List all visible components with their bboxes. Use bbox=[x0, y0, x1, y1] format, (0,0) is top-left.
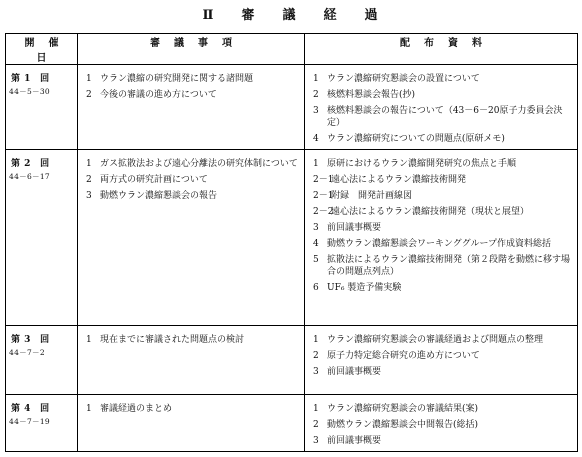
document-number: 2 bbox=[313, 351, 319, 361]
session-date: 44－5－30 bbox=[9, 87, 50, 96]
document-text: 核燃料懇談会報告(抄) bbox=[327, 90, 416, 100]
session-label: 第 4 回 bbox=[11, 404, 50, 414]
session-cell bbox=[6, 395, 78, 452]
document-text: ウラン濃縮研究懇談会の設置について bbox=[327, 74, 480, 84]
table-row bbox=[6, 150, 578, 326]
document-number: 1 bbox=[313, 159, 319, 169]
document-item bbox=[309, 73, 573, 85]
document-item bbox=[309, 238, 573, 250]
document-number: 4 bbox=[313, 239, 319, 249]
document-text: 前回議事概要 bbox=[327, 436, 382, 446]
document-item bbox=[309, 89, 573, 101]
item-text: ガス拡散法および遠心分離法の研究体制について bbox=[100, 159, 298, 169]
session-date: 44－6－17 bbox=[9, 172, 50, 181]
item-text: 両方式の研究計画について bbox=[100, 175, 208, 185]
header-agenda: 審 議 事 項 bbox=[78, 34, 305, 65]
agenda-item bbox=[82, 174, 300, 186]
agenda-item bbox=[82, 73, 300, 85]
item-text: 現在までに審議された問題点の検討 bbox=[100, 335, 245, 345]
document-text: 原研におけるウラン濃縮開発研究の焦点と手順 bbox=[327, 159, 517, 169]
agenda-cell bbox=[78, 65, 305, 150]
session-date: 44－7－2 bbox=[9, 348, 45, 357]
item-number: 1 bbox=[86, 159, 92, 169]
item-text: 今後の審議の進め方について bbox=[100, 90, 217, 100]
item-text: 審議経過のまとめ bbox=[100, 404, 173, 414]
documents-cell bbox=[305, 326, 578, 395]
document-item bbox=[309, 403, 573, 415]
session-cell bbox=[6, 150, 78, 326]
document-item bbox=[309, 366, 573, 378]
document-number: 2－2 bbox=[313, 207, 334, 217]
document-item bbox=[309, 282, 573, 294]
document-text: ウラン濃縮研究についての問題点(原研メモ) bbox=[327, 134, 505, 144]
document-item bbox=[309, 222, 573, 234]
agenda-item bbox=[82, 89, 300, 101]
document-item bbox=[309, 174, 573, 186]
document-item bbox=[309, 334, 573, 346]
session-date: 44－7－19 bbox=[9, 417, 50, 426]
document-number: 3 bbox=[313, 106, 319, 116]
item-number: 1 bbox=[86, 74, 92, 84]
agenda-item bbox=[82, 190, 300, 202]
document-item bbox=[309, 435, 573, 447]
session-label: 第 1 回 bbox=[11, 74, 50, 84]
documents-cell bbox=[305, 395, 578, 452]
document-number: 3 bbox=[313, 367, 319, 377]
title-char: 経 bbox=[323, 8, 339, 23]
documents-cell bbox=[305, 150, 578, 326]
document-item bbox=[309, 158, 573, 170]
title-char: Ⅱ bbox=[202, 8, 216, 23]
item-number: 1 bbox=[86, 404, 92, 414]
document-number: 3 bbox=[313, 223, 319, 233]
document-item bbox=[309, 350, 573, 362]
document-text: 動燃ウラン濃縮懇談会中間報告(総括) bbox=[327, 420, 479, 430]
agenda-cell bbox=[78, 395, 305, 452]
session-label: 第 3 回 bbox=[11, 335, 50, 345]
table-row bbox=[6, 326, 578, 395]
deliberation-table bbox=[5, 33, 578, 452]
document-number: 2 bbox=[313, 90, 319, 100]
section-title bbox=[0, 4, 582, 23]
document-text: 核燃料懇談会の報告について（43－6－20原子力委員会決定） bbox=[327, 106, 563, 128]
session-label: 第 2 回 bbox=[11, 159, 50, 169]
document-text: 動燃ウラン濃縮懇談会ワーキンググループ作成資料総括 bbox=[327, 239, 552, 249]
document-text: 附録 開発計画線図 bbox=[331, 191, 413, 201]
document-text: 拡散法によるウラン濃縮技術開発（第２段階を動燃に移す場合の問題点列点） bbox=[327, 255, 571, 277]
title-char: 議 bbox=[282, 8, 298, 23]
document-item bbox=[309, 254, 573, 278]
document-number: 2 bbox=[313, 420, 319, 430]
document-number: 1 bbox=[313, 335, 319, 345]
document-text: 遠心法によるウラン濃縮技術開発 bbox=[331, 175, 467, 185]
item-text: ウラン濃縮の研究開発に関する諸問題 bbox=[100, 74, 254, 84]
agenda-cell bbox=[78, 326, 305, 395]
document-number: 1 bbox=[313, 74, 319, 84]
document-text: UF₆ 製造予備実験 bbox=[327, 283, 402, 293]
documents-cell bbox=[305, 65, 578, 150]
document-number: 4 bbox=[313, 134, 319, 144]
document-item bbox=[309, 206, 573, 218]
header-row bbox=[6, 34, 578, 65]
table-row bbox=[6, 395, 578, 452]
item-number: 3 bbox=[86, 191, 92, 201]
agenda-item bbox=[82, 403, 300, 415]
header-documents: 配 布 資 料 bbox=[305, 34, 578, 65]
document-number: 3 bbox=[313, 436, 319, 446]
item-number: 1 bbox=[86, 335, 92, 345]
document-number: 1 bbox=[313, 404, 319, 414]
document-text: 前回議事概要 bbox=[327, 223, 382, 233]
document-number: 6 bbox=[313, 283, 319, 293]
document-item bbox=[309, 105, 573, 129]
agenda-cell bbox=[78, 150, 305, 326]
document-number: 2－1 bbox=[313, 175, 334, 185]
agenda-item bbox=[82, 334, 300, 346]
document-number: 2－1 bbox=[313, 191, 334, 201]
table-row bbox=[6, 65, 578, 150]
document-text: ウラン濃縮研究懇談会の審議結果(案) bbox=[327, 404, 479, 414]
item-text: 動燃ウラン濃縮懇談会の報告 bbox=[100, 191, 218, 201]
title-char: 過 bbox=[364, 8, 380, 23]
item-number: 2 bbox=[86, 175, 92, 185]
document-item bbox=[309, 190, 573, 202]
agenda-item bbox=[82, 158, 300, 170]
session-cell bbox=[6, 65, 78, 150]
title-char: 審 bbox=[241, 8, 257, 23]
document-item bbox=[309, 419, 573, 431]
item-number: 2 bbox=[86, 90, 92, 100]
document-text: 遠心法によるウラン濃縮技術開発（現状と展望） bbox=[331, 207, 530, 217]
document-number: 5 bbox=[313, 255, 319, 265]
header-date: 開 催日 bbox=[6, 34, 78, 65]
session-cell bbox=[6, 326, 78, 395]
document-text: 前回議事概要 bbox=[327, 367, 382, 377]
document-text: ウラン濃縮研究懇談会の審議経過および問題点の整理 bbox=[327, 335, 544, 345]
document-text: 原子力特定総合研究の進め方について bbox=[327, 351, 480, 361]
document-item bbox=[309, 133, 573, 145]
